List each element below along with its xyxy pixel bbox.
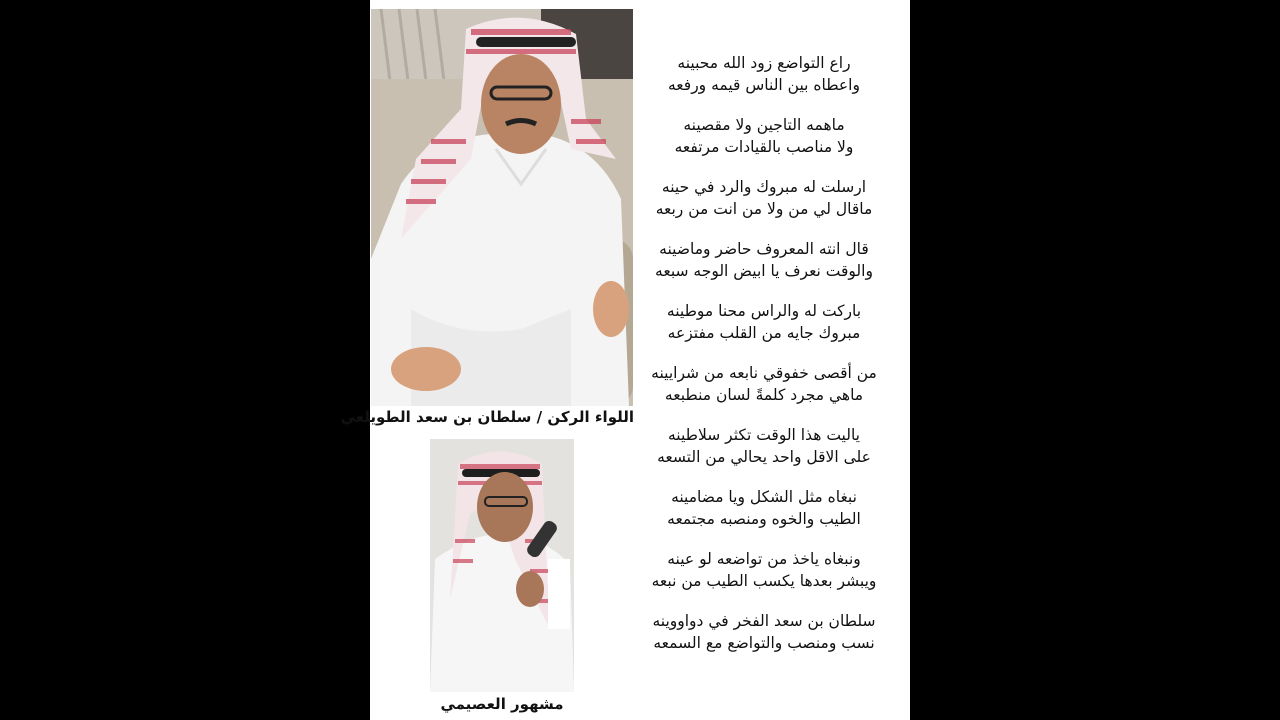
portrait-caption-top: اللواء الركن / سلطان بن سعد الطويلعي — [340, 408, 634, 426]
portrait-photo-icon — [371, 9, 633, 406]
portrait-photo-bottom — [430, 439, 574, 692]
poem-stanza — [632, 238, 896, 282]
poem-line: ماهمه التاجين ولا مقصينه — [683, 116, 845, 134]
poem-stanza — [632, 114, 896, 158]
portrait-photo-top — [371, 9, 633, 406]
poem-stanza — [632, 548, 896, 592]
poem-stanza — [632, 486, 896, 530]
poem-line: ارسلت له مبروك والرد في حينه — [661, 178, 867, 196]
poem-line: على الاقل واحد يحالي من التسعه — [657, 448, 871, 466]
poem-stanza — [632, 176, 896, 220]
poem-stanza — [632, 424, 896, 468]
poem-line: ونبغاه ياخذ من تواضعه لو عينه — [667, 550, 861, 568]
poem-line: ياليت هذا الوقت تكثر سلاطينه — [668, 426, 860, 444]
poem — [632, 52, 896, 672]
poem-line: نسب ومنصب والتواضع مع السمعه — [653, 634, 875, 652]
poem-line: ولا مناصب بالقيادات مرتفعه — [674, 138, 854, 156]
poem-line: باركت له والراس محنا موطينه — [666, 302, 862, 320]
poem-line: ماهي مجرد كلمةً لسان منطبعه — [664, 386, 864, 404]
poem-line: مبروك جايه من القلب مفتزعه — [667, 324, 861, 342]
poem-line: سلطان بن سعد الفخر في دواووينه — [652, 612, 876, 630]
poem-line: راع التواضع زود الله محبينه — [677, 54, 851, 72]
poem-line: ماقال لي من ولا من انت من ربعه — [655, 200, 873, 218]
poem-line: نبغاه مثل الشكل ويا مضامينه — [671, 488, 857, 506]
poem-line: واعطاه بين الناس قيمه ورفعه — [668, 76, 860, 94]
poem-line: الطيب والخوه ومنصبه مجتمعه — [667, 510, 861, 528]
poem-line: من أقصى خفوقي نابعه من شرايينه — [651, 364, 877, 382]
poem-stanza — [632, 362, 896, 406]
poem-stanza — [632, 52, 896, 96]
portrait-photo-microphone-icon — [430, 439, 574, 692]
poem-stanza — [632, 300, 896, 344]
poem-line: ويبشر بعدها يكسب الطيب من نبعه — [651, 572, 877, 590]
poem-page — [340, 0, 910, 720]
portrait-caption-bottom: مشهور العصيمي — [440, 695, 564, 713]
poem-stanza — [632, 610, 896, 654]
poem-line: قال انته المعروف حاضر وماضينه — [659, 240, 869, 258]
poem-line: والوقت نعرف يا ابيض الوجه سبعه — [655, 262, 873, 280]
